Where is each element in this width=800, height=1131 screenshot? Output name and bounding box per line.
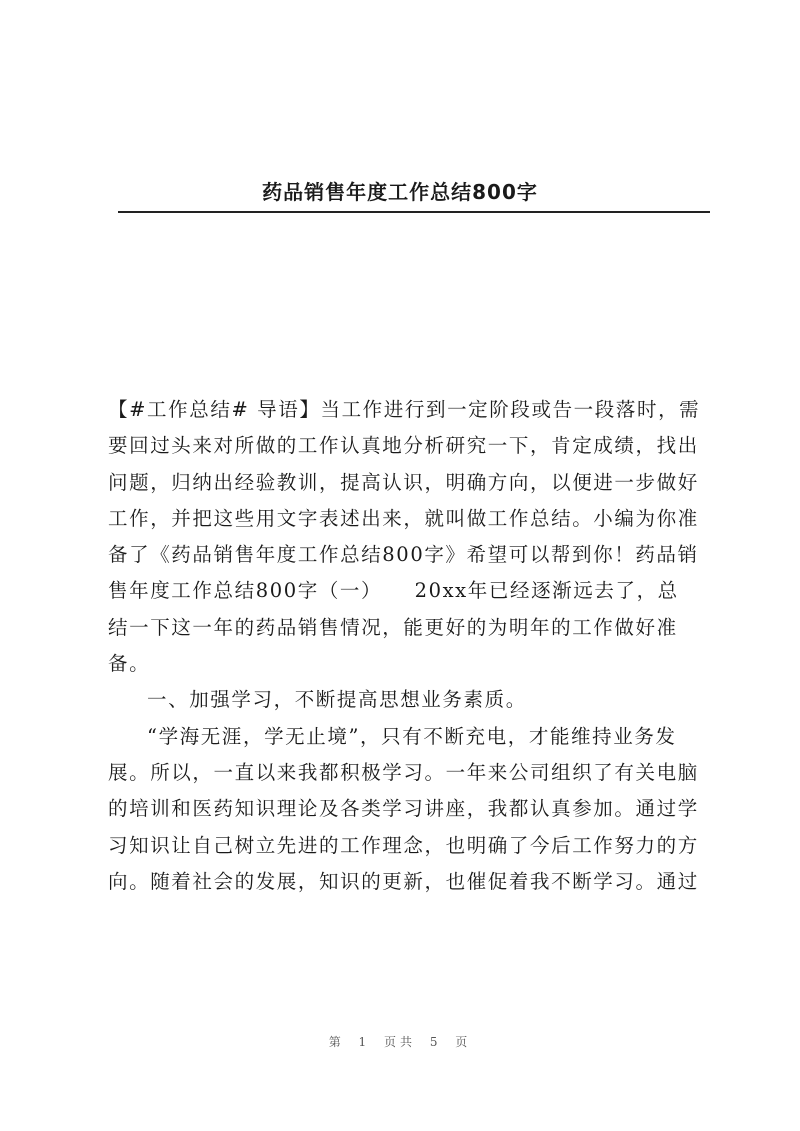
body-line: 的培训和医药知识理论及各类学习讲座，我都认真参加。通过学 [108,797,699,821]
body-line: 要回过头来对所做的工作认真地分析研究一下，肯定成绩，找出 [108,434,699,458]
body-line: 备。 [108,652,151,676]
body-line: 【#工作总结# 导语】当工作进行到一定阶段或告一段落时，需 [108,398,701,421]
body-line: 向。随着社会的发展，知识的更新，也催促着我不断学习。通过 [108,869,699,893]
title-underline [118,211,710,213]
body-line: 习知识让自己树立先进的工作理念，也明确了今后工作努力的方 [108,833,699,857]
body-line: “学海无涯，学无止境”，只有不断充电，才能维持业务发 [147,724,677,748]
page-footer: 第 1 页共 5 页 [328,1035,472,1049]
document-body [108,392,712,900]
body-line: 展。所以，一直以来我都积极学习。一年来公司组织了有关电脑 [108,760,699,784]
body-line: 备了《药品销售年度工作总结800字》希望可以帮到你！药品销 [108,543,699,567]
body-line: 结一下这一年的药品销售情况，能更好的为明年的工作做好准 [108,615,678,639]
section-heading: 一、加强学习，不断提高思想业务素质。 [147,688,527,712]
body-line: 售年度工作总结800字（一） 20xx年已经逐渐远去了，总 [108,579,679,603]
document-title: 药品销售年度工作总结800字 [262,180,538,205]
body-line: 工作，并把这些用文字表述出来，就叫做工作总结。小编为你准 [108,506,699,530]
body-line: 问题，归纳出经验教训，提高认识，明确方向，以便进一步做好 [108,470,699,494]
